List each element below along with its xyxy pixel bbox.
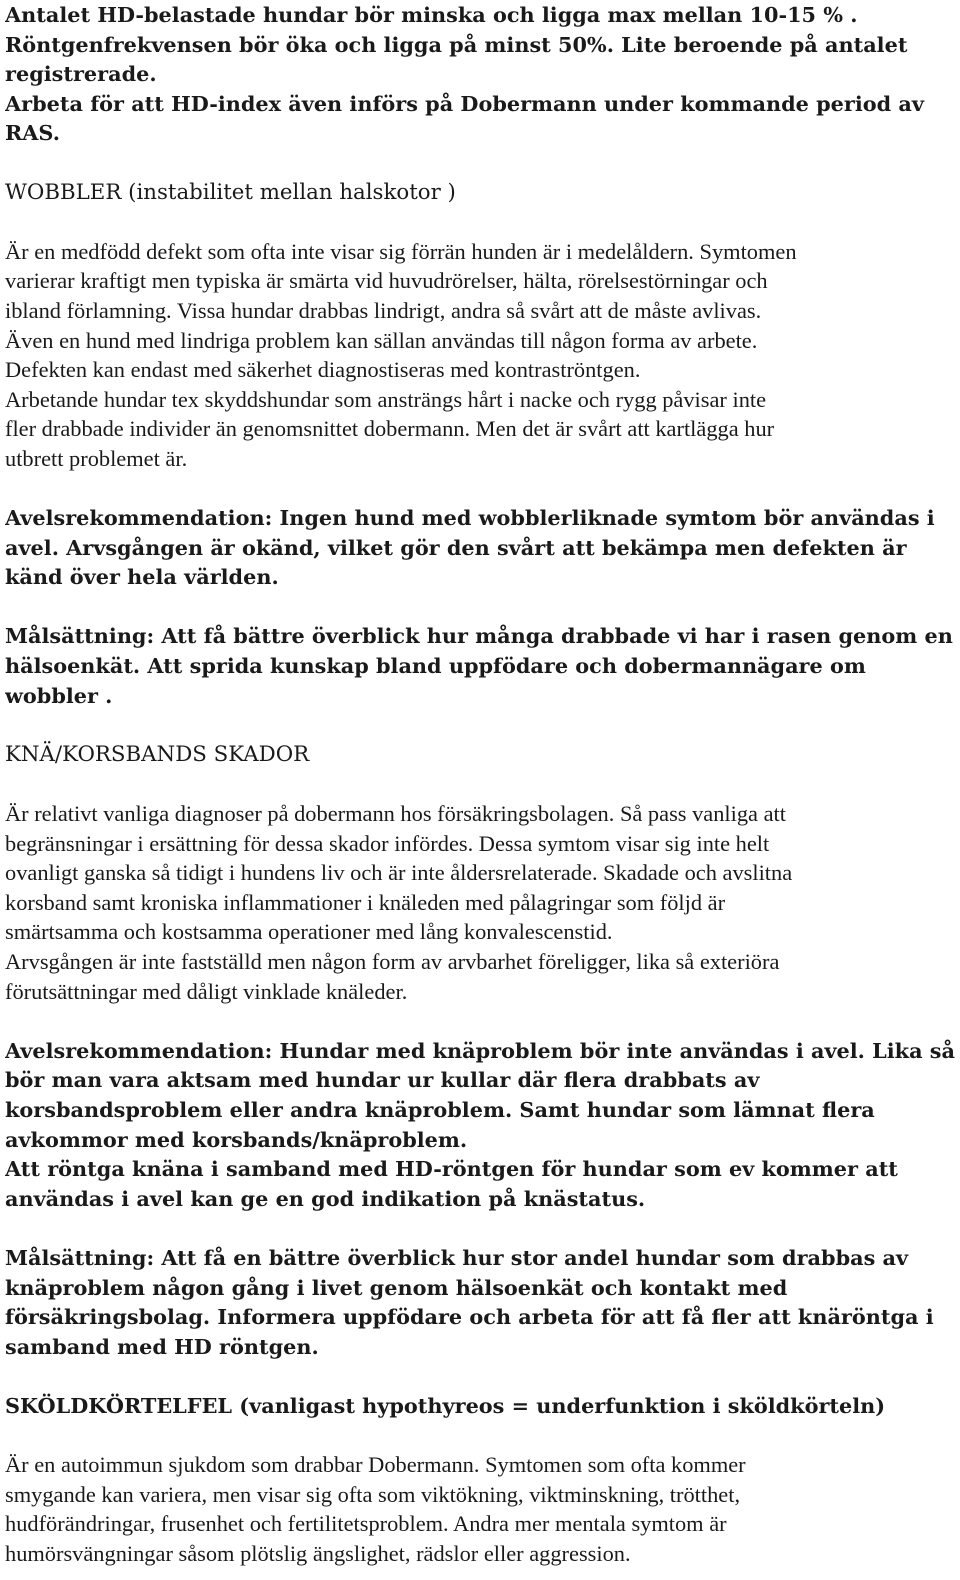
intro-line: Arbeta för att HD-index även införs på Dobermann under kommande period av <box>5 90 924 116</box>
thyroid-text-line: hudförändringar, frusenhet och fertilitetsproblem. Andra mer mentala symtom är <box>5 1511 727 1537</box>
spacer <box>5 148 955 178</box>
thyroid-text-line: smygande kan variera, men visar sig ofta som viktökning, viktminskning, trötthet, <box>5 1481 741 1507</box>
wobbler-text-line: utbrett problemet är. <box>5 445 188 471</box>
wobbler-text-line: Är en medfödd defekt som ofta inte visar sig förrän hunden är i medelåldern. Symtomen <box>5 238 797 264</box>
spacer <box>5 769 955 799</box>
spacer <box>5 710 955 740</box>
knee-heading: KNÄ/KORSBANDS SKADOR <box>5 741 310 767</box>
spacer <box>5 592 955 622</box>
wobbler-recommendation-line: avel. Arvsgången är okänd, vilket gör den svårt att bekämpa men defekten är <box>5 534 907 560</box>
knee-text-line: ovanligt ganska så tidigt i hundens liv och är inte åldersrelaterade. Skadade och avslitna <box>5 860 793 886</box>
spacer <box>5 1006 955 1036</box>
wobbler-text-line: Defekten kan endast med säkerhet diagnostiseras med kontraströntgen. <box>5 357 641 383</box>
thyroid-heading: SKÖLDKÖRTELFEL (vanligast hypothyreos = underfunktion i sköldkörteln) <box>5 1392 886 1418</box>
intro-line: RAS. <box>5 120 60 146</box>
knee-text-line: begränsningar i ersättning för dessa skador infördes. Dessa symtom visar sig inte helt <box>5 830 770 856</box>
thyroid-text-line: Är en autoimmun sjukdom som drabbar Dobermann. Symtomen som ofta kommer <box>5 1452 746 1478</box>
wobbler-heading: WOBBLER (instabilitet mellan halskotor ) <box>5 179 456 205</box>
wobbler-text-line: varierar kraftigt men typiska är smärta vid huvudrörelser, hälta, rörelsestörningar och <box>5 268 768 294</box>
document-page <box>5 0 955 1568</box>
spacer <box>5 1213 955 1243</box>
spacer <box>5 474 955 504</box>
knee-recommendation-line: Att röntga knäna i samband med HD-röntgen för hundar som ev kommer att <box>5 1156 898 1182</box>
intro-line: registrerade. <box>5 61 157 87</box>
knee-recommendation-line: bör man vara aktsam med hundar ur kullar där flera drabbats av <box>5 1067 760 1093</box>
wobbler-goal-line: Målsättning: Att få bättre överblick hur många drabbade vi har i rasen genom en <box>5 623 953 649</box>
knee-goal-line: knäproblem någon gång i livet genom hälsoenkät och kontakt med <box>5 1274 788 1300</box>
thyroid-text-line: humörsvängningar såsom plötslig ängslighet, rädslor eller aggression. <box>5 1540 631 1566</box>
wobbler-text-line: Även en hund med lindriga problem kan sällan användas till någon forma av arbete. <box>5 327 758 353</box>
wobbler-goal-line: wobbler . <box>5 682 113 708</box>
wobbler-recommendation-line: känd över hela världen. <box>5 564 279 590</box>
spacer <box>5 207 955 237</box>
knee-recommendation-line: avkommor med korsbands/knäproblem. <box>5 1126 468 1152</box>
knee-recommendation-line: korsbandsproblem eller andra knäproblem. Samt hundar som lämnat flera <box>5 1096 875 1122</box>
spacer <box>5 1361 955 1391</box>
wobbler-text-line: Arbetande hundar tex skyddshundar som ansträngs hårt i nacke och rygg påvisar inte <box>5 386 767 412</box>
spacer <box>5 1421 955 1451</box>
knee-goal-line: Målsättning: Att få en bättre överblick hur stor andel hundar som drabbas av <box>5 1244 909 1270</box>
wobbler-goal-line: hälsoenkät. Att sprida kunskap bland uppfödare och dobermannägare om <box>5 653 866 679</box>
wobbler-text-line: ibland förlamning. Vissa hundar drabbas lindrigt, andra så svårt att de måste avlivas. <box>5 297 762 323</box>
knee-text-line: korsband samt kroniska inflammationer i knäleden med pålagringar som följd är <box>5 889 726 915</box>
knee-goal-line: samband med HD röntgen. <box>5 1333 319 1359</box>
knee-text-line: förutsättningar med dåligt vinklade knäleder. <box>5 978 408 1004</box>
wobbler-text-line: fler drabbade individer än genomsnittet dobermann. Men det är svårt att kartlägga hur <box>5 416 775 442</box>
knee-text-line: smärtsamma och kostsamma operationer med lång konvalescenstid. <box>5 919 613 945</box>
wobbler-recommendation-line: Avelsrekommendation: Ingen hund med wobblerliknade symtom bör användas i <box>5 505 935 531</box>
knee-goal-line: försäkringsbolag. Informera uppfödare och arbeta för att få fler att knäröntga i <box>5 1304 934 1330</box>
intro-line: Röntgenfrekvensen bör öka och ligga på minst 50%. Lite beroende på antalet <box>5 31 908 57</box>
knee-recommendation-line: användas i avel kan ge en god indikation på knästatus. <box>5 1185 646 1211</box>
knee-text-line: Är relativt vanliga diagnoser på dobermann hos försäkringsbolagen. Så pass vanliga att <box>5 801 786 827</box>
knee-recommendation-line: Avelsrekommendation: Hundar med knäproblem bör inte användas i avel. Lika så <box>5 1037 955 1063</box>
knee-text-line: Arvsgången är inte fastställd men någon form av arvbarhet föreligger, lika så exteriöra <box>5 949 780 974</box>
intro-line: Antalet HD-belastade hundar bör minska och ligga max mellan 10-15 % . <box>5 2 858 27</box>
